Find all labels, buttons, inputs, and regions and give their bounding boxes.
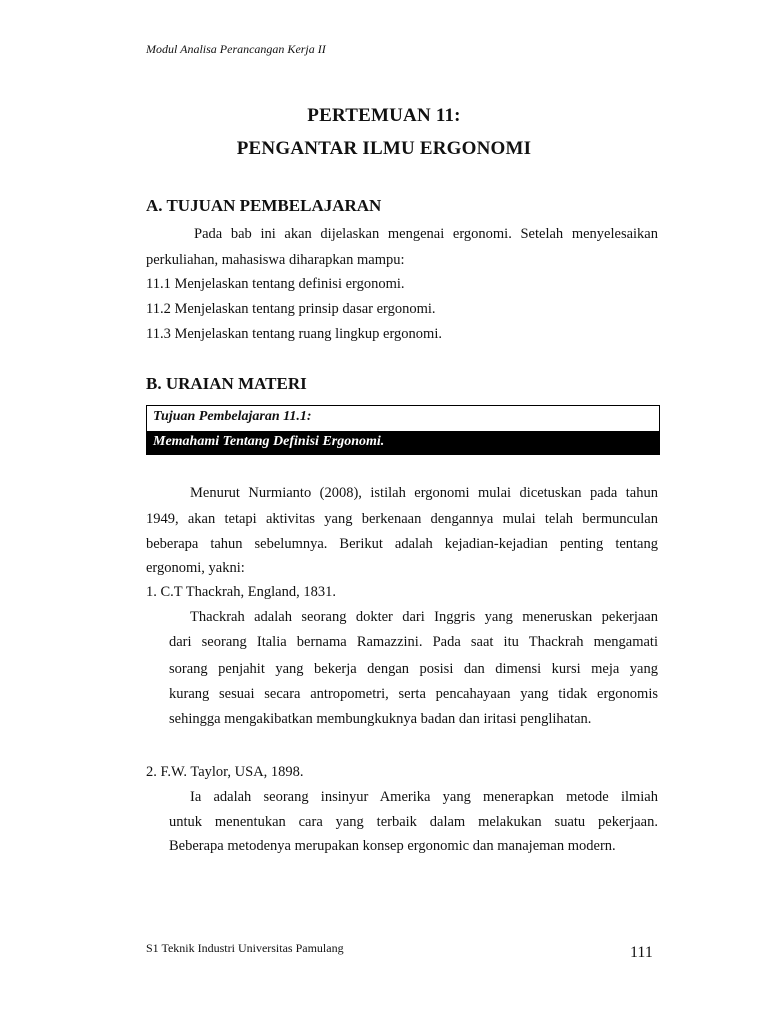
box-title: Tujuan Pembelajaran 11.1: <box>153 409 312 424</box>
paragraph-line: ergonomi, yakni: <box>146 560 245 576</box>
list-item-line: untuk menentukan cara yang terbaik dalam melakukan suatu pekerjaan. <box>169 814 658 830</box>
list-item-line: dari seorang Italia bernama Ramazzini. Pada saat itu Thackrah mengamati <box>169 634 658 650</box>
chapter-title: PENGANTAR ILMU ERGONOMI <box>236 138 532 159</box>
box-subtitle: Memahami Tentang Definisi Ergonomi. <box>147 431 659 454</box>
footer-institution: S1 Teknik Industri Universitas Pamulang <box>146 941 344 955</box>
paragraph-line: beberapa tahun sebelumnya. Berikut adalah kejadian-kejadian penting tentang <box>146 536 658 552</box>
paragraph-line: 1949, akan tetapi aktivitas yang berkenaan dengannya mulai telah bermunculan <box>146 511 658 527</box>
chapter-number: PERTEMUAN 11: <box>307 105 461 126</box>
list-item-title: 2. F.W. Taylor, USA, 1898. <box>146 764 304 780</box>
list-item-line: kurang sesuai secara antropometri, serta pencahayaan yang tidak ergonomis <box>169 686 658 702</box>
paragraph-line: Menurut Nurmianto (2008), istilah ergonomi mulai dicetuskan pada tahun <box>190 485 658 501</box>
page-number: 111 <box>630 944 653 961</box>
list-item-line: Ia adalah seorang insinyur Amerika yang menerapkan metode ilmiah <box>190 789 658 805</box>
list-item-title: 1. C.T Thackrah, England, 1831. <box>146 584 336 600</box>
objective-item: 11.2 Menjelaskan tentang prinsip dasar ergonomi. <box>146 301 436 317</box>
module-header: Modul Analisa Perancangan Kerja II <box>146 42 326 56</box>
intro-line: perkuliahan, mahasiswa diharapkan mampu: <box>146 252 405 268</box>
list-item-line: sehingga mengakibatkan membungkuknya badan dan iritasi penglihatan. <box>169 711 592 727</box>
list-item-line: sorang penjahit yang bekerja dengan posisi dan dimensi kursi meja yang <box>169 661 658 677</box>
objective-item: 11.1 Menjelaskan tentang definisi ergonomi. <box>146 276 405 292</box>
objective-item: 11.3 Menjelaskan tentang ruang lingkup ergonomi. <box>146 326 442 342</box>
intro-line: Pada bab ini akan dijelaskan mengenai ergonomi. Setelah menyelesaikan <box>194 226 658 242</box>
list-item-line: Beberapa metodenya merupakan konsep ergonomic dan manajeman modern. <box>169 838 616 854</box>
section-a-heading: A. TUJUAN PEMBELAJARAN <box>146 196 382 215</box>
list-item-line: Thackrah adalah seorang dokter dari Inggris yang meneruskan pekerjaan <box>190 609 658 625</box>
learning-objective-box <box>146 405 660 455</box>
section-b-heading: B. URAIAN MATERI <box>146 374 307 393</box>
